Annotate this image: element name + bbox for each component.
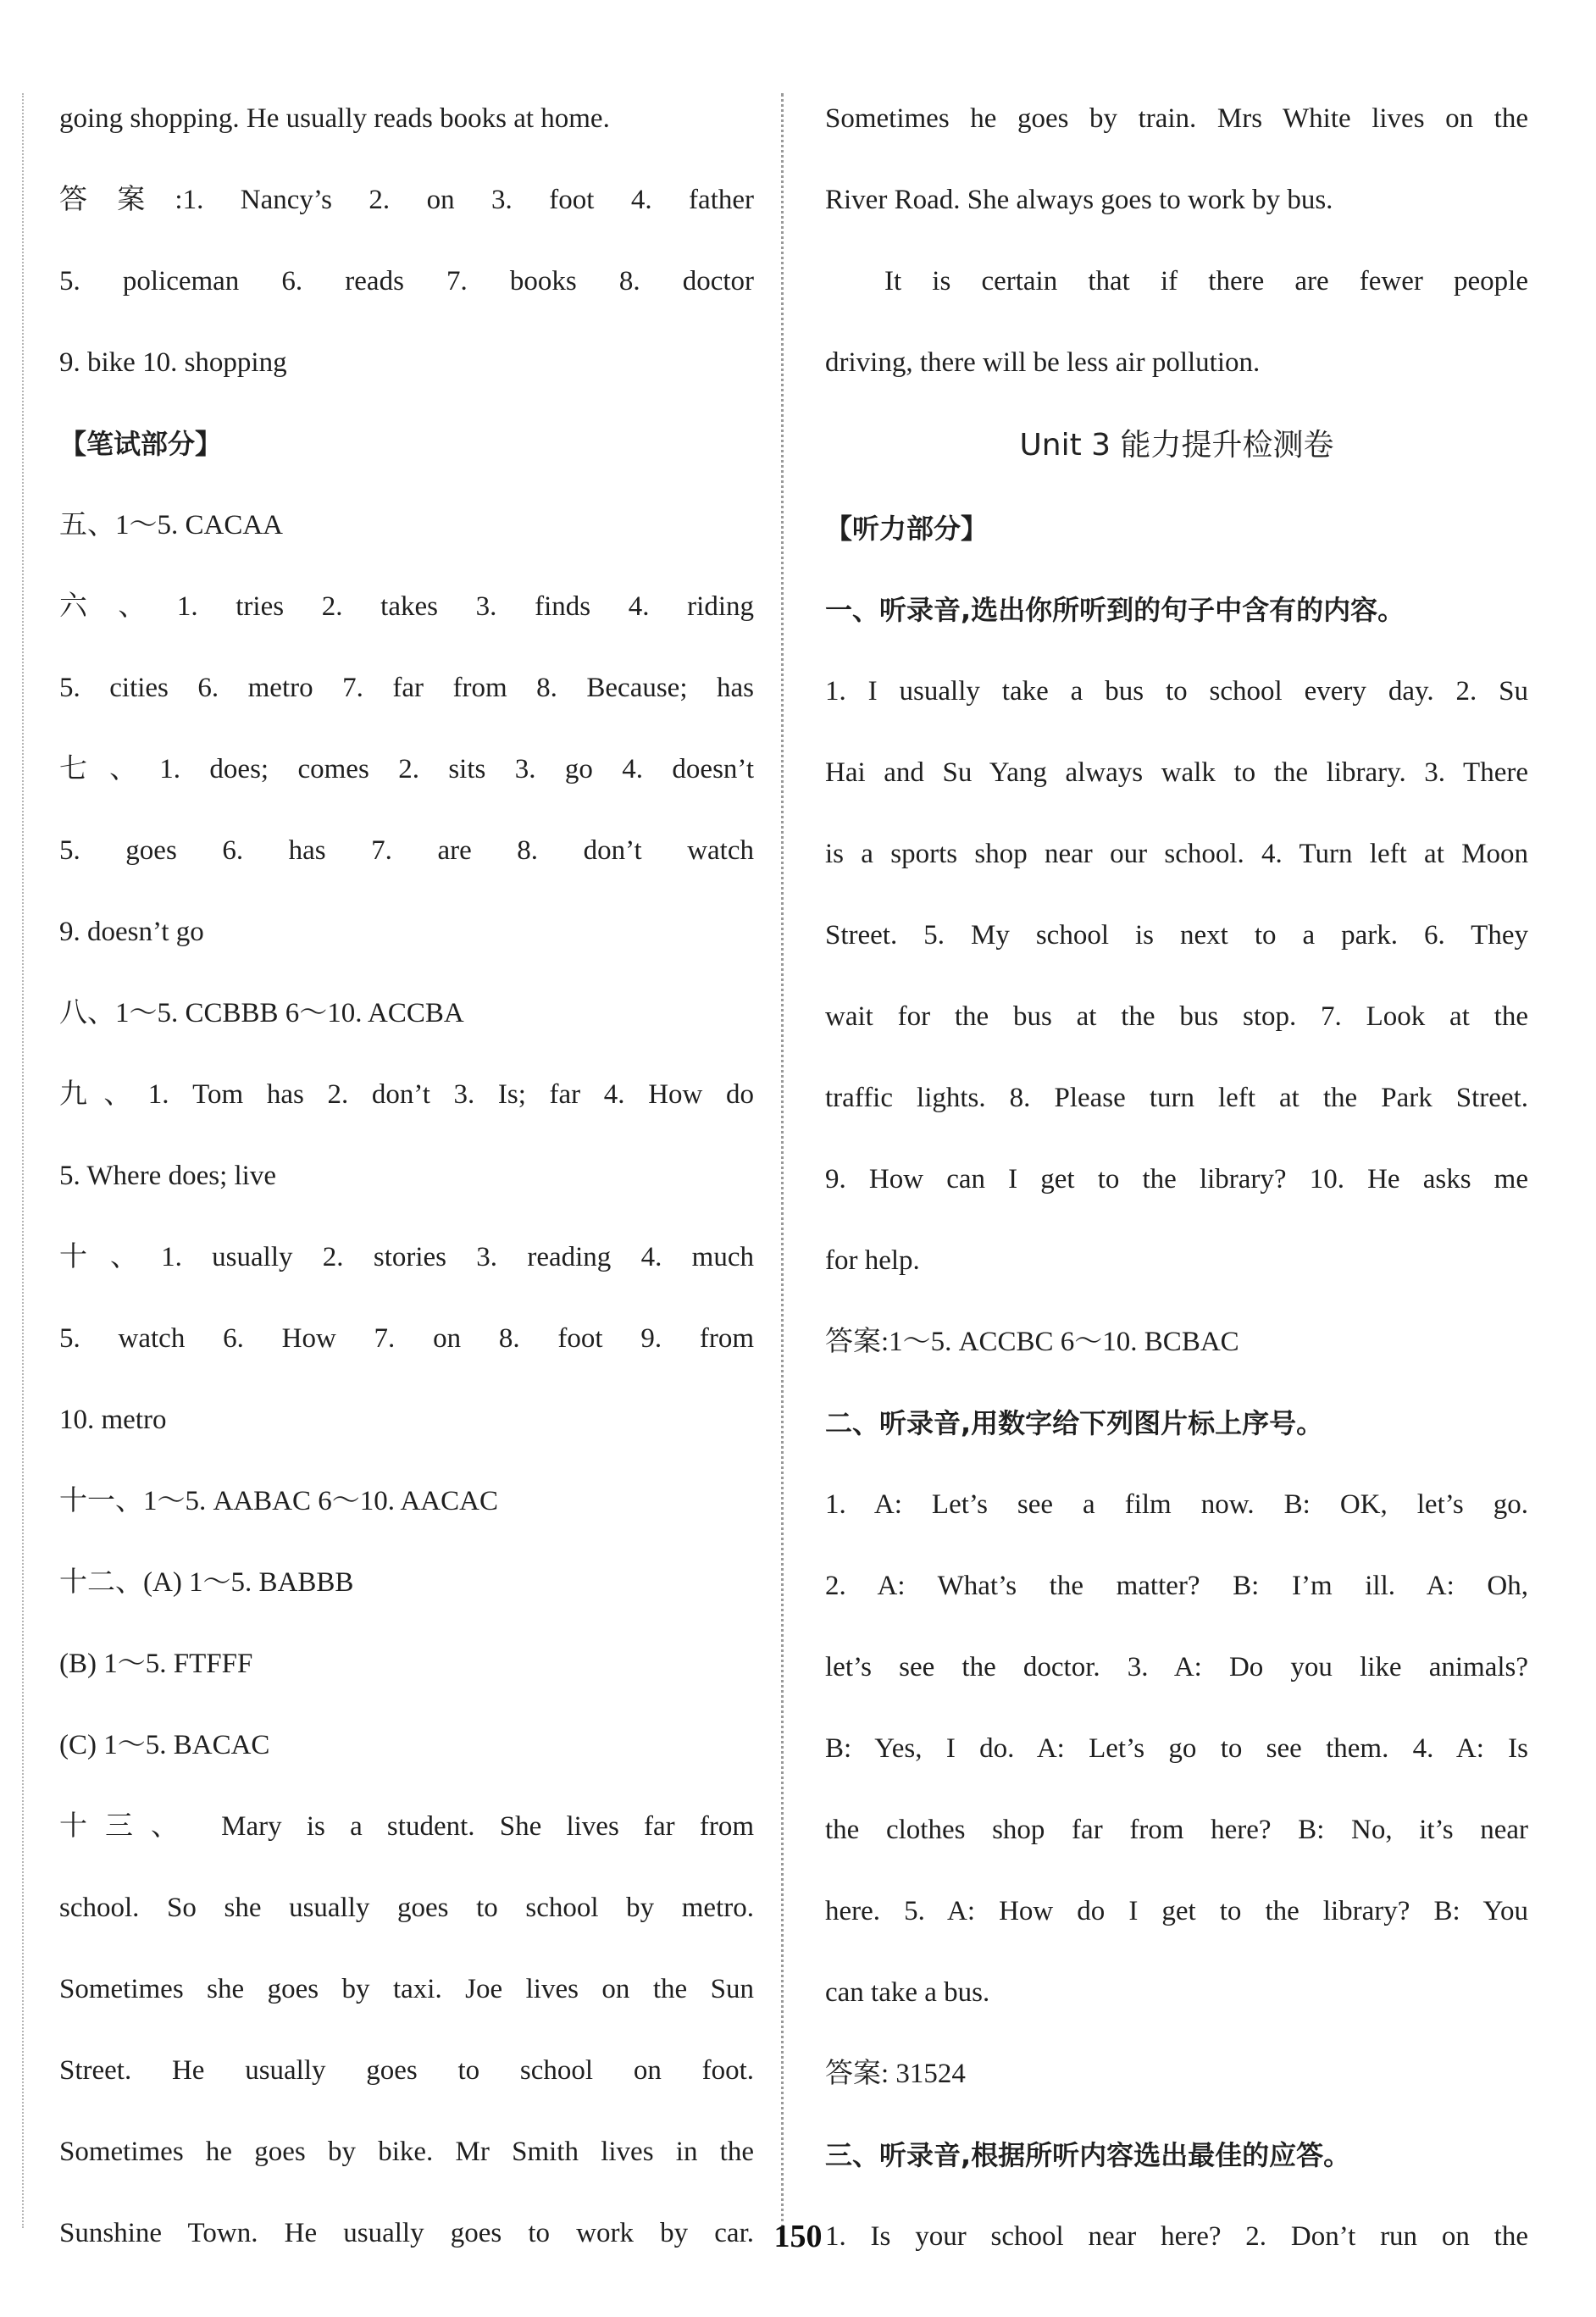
listening-section-heading: 【听力部分】 [825,513,989,545]
listening-part-one-line-8: for help. [825,1245,920,1276]
section-eight-answers: 八、1～5. CCBBB 6～10. ACCBA [59,998,464,1028]
section-ten-answers-line-3: 10. metro [59,1405,167,1435]
right-column [825,78,1528,2277]
right-paragraph-line-4: driving, there will be less air pollution. [825,347,1261,378]
listening-part-two-line-1: 1. A: Let’s see a film now. B: OK, let’s go. [825,1489,1528,1520]
left-line-1: going shopping. He usually reads books at home. [59,103,610,134]
section-six-answers-line-1: 六、1. tries 2. takes 3. finds 4. riding [59,591,754,622]
listening-part-one-heading: 一、听录音,选出你所听到的句子中含有的内容。 [825,594,1405,626]
binding-edge-dots [22,93,24,2228]
listening-part-one-line-3: is a sports shop near our school. 4. Turn left at Moon [825,839,1528,869]
left-answer-line-2: 5. policeman 6. reads 7. books 8. doctor [59,266,754,297]
section-thirteen-paragraph-line-6: Sunshine Town. He usually goes to work by car. [59,2218,754,2248]
left-answer-line-1: 答案:1. Nancy’s 2. on 3. foot 4. father [59,185,754,215]
listening-part-two-line-5: the clothes shop far from here? B: No, it’s near [825,1815,1528,1845]
section-thirteen-paragraph-line-5: Sometimes he goes by bike. Mr Smith lives in the [59,2137,754,2167]
listening-part-two-answers: 答案: 31524 [825,2059,966,2089]
section-thirteen-paragraph-line-4: Street. He usually goes to school on foot. [59,2055,754,2086]
page-number: 150 [773,2219,823,2254]
listening-part-three-heading: 三、听录音,根据所听内容选出最佳的应答。 [825,2139,1351,2171]
left-answer-line-3: 9. bike 10. shopping [59,347,287,378]
section-ten-answers-line-1: 十、1. usually 2. stories 3. reading 4. much [59,1242,754,1272]
listening-part-two-line-3: let’s see the doctor. 3. A: Do you like animals? [825,1652,1528,1682]
section-ten-answers-line-2: 5. watch 6. How 7. on 8. foot 9. from [59,1323,754,1354]
listening-part-two-line-2: 2. A: What’s the matter? B: I’m ill. A: Oh, [825,1571,1528,1601]
listening-part-one-line-2: Hai and Su Yang always walk to the library. 3. There [825,757,1528,788]
listening-part-two-line-4: B: Yes, I do. A: Let’s go to see them. 4. A: Is [825,1733,1528,1764]
section-twelve-b-answers: (B) 1～5. FTFFF [59,1649,253,1679]
listening-part-one-answers: 答案:1～5. ACCBC 6～10. BCBAC [825,1327,1239,1357]
right-paragraph-line-2: River Road. She always goes to work by bus. [825,185,1333,215]
unit-three-title: Unit 3 能力提升检测卷 [1019,428,1334,463]
section-nine-answers-line-1: 九、1. Tom has 2. don’t 3. Is; far 4. How do [59,1079,754,1110]
section-five-answers: 五、1～5. CACAA [59,510,284,540]
right-paragraph-line-3: It is certain that if there are fewer people [884,266,1528,297]
section-six-answers-line-2: 5. cities 6. metro 7. far from 8. Because; has [59,673,754,703]
right-paragraph-line-1: Sometimes he goes by train. Mrs White lives on the [825,103,1528,134]
listening-part-one-line-6: traffic lights. 8. Please turn left at the Park Street. [825,1083,1528,1113]
listening-part-one-line-7: 9. How can I get to the library? 10. He asks me [825,1164,1528,1195]
section-twelve-c-answers: (C) 1～5. BACAC [59,1730,270,1760]
listening-part-one-line-5: wait for the bus at the bus stop. 7. Look at the [825,1001,1528,1032]
listening-part-two-line-6: here. 5. A: How do I get to the library? B: You [825,1896,1528,1926]
section-thirteen-paragraph-line-3: Sometimes she goes by taxi. Joe lives on the Sun [59,1974,754,2004]
section-thirteen-paragraph-line-2: school. So she usually goes to school by metro. [59,1893,754,1923]
listening-part-one-line-1: 1. I usually take a bus to school every day. 2. Su [825,676,1528,707]
section-nine-answers-line-2: 5. Where does; live [59,1161,276,1191]
column-divider [781,93,784,2228]
section-thirteen-paragraph-line-1: 十三、 Mary is a student. She lives far from [59,1811,754,1842]
section-seven-answers-line-2: 5. goes 6. has 7. are 8. don’t watch [59,835,754,866]
listening-part-one-line-4: Street. 5. My school is next to a park. 6. They [825,920,1528,951]
written-section-heading: 【笔试部分】 [59,428,223,460]
listening-part-two-heading: 二、听录音,用数字给下列图片标上序号。 [825,1407,1324,1439]
section-seven-answers-line-3: 9. doesn’t go [59,917,204,947]
section-twelve-a-answers: 十二、(A) 1～5. BABBB [59,1567,354,1598]
section-eleven-answers: 十一、1～5. AABAC 6～10. AACAC [59,1486,498,1516]
left-column [59,78,754,2274]
section-seven-answers-line-1: 七、1. does; comes 2. sits 3. go 4. doesn’t [59,754,754,784]
listening-part-three-line-1: 1. Is your school near here? 2. Don’t run on the [825,2221,1528,2252]
listening-part-two-line-7: can take a bus. [825,1977,990,2008]
